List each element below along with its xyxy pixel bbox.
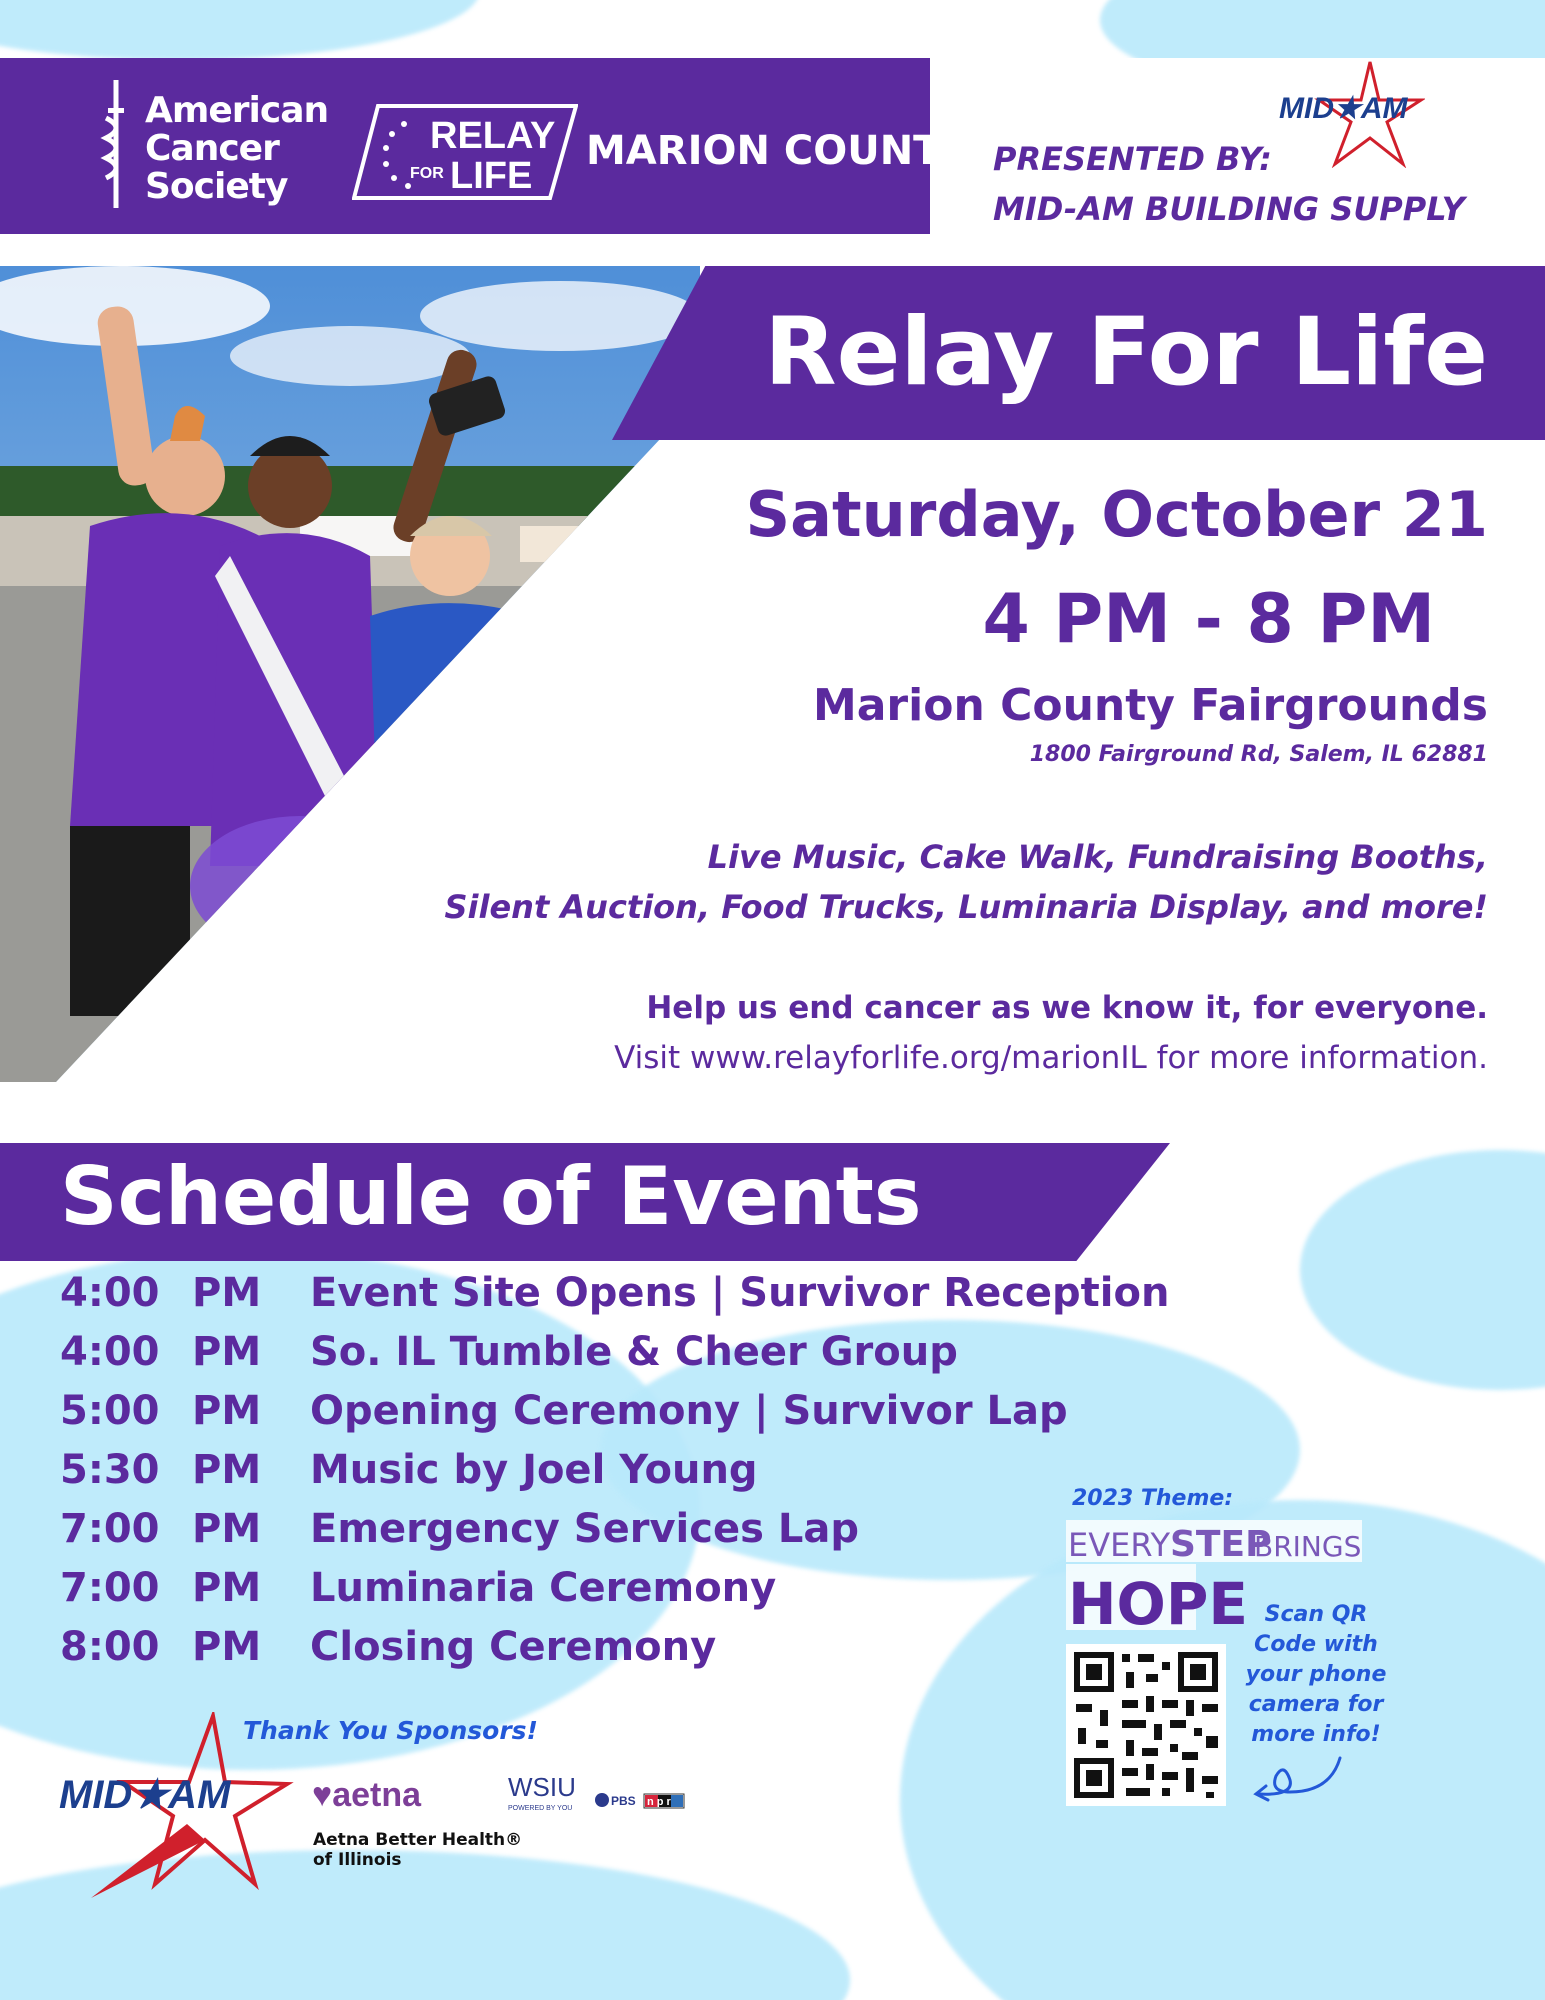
scan-qr-instructions: [1236, 1600, 1396, 1750]
acs-line-1: American: [145, 90, 329, 131]
schedule-event: Emergency Services Lap: [310, 1506, 859, 1552]
acs-wordmark: [145, 92, 328, 206]
activities-line-2: Silent Auction, Food Trucks, Luminaria Display, and more!: [444, 888, 1488, 926]
midam-sponsor-text: MID★AM: [59, 1773, 231, 1817]
relay-logo-line2: LIFE: [450, 155, 533, 197]
schedule-ampm: PM: [192, 1447, 262, 1493]
event-activities: [444, 832, 1488, 932]
event-venue: Marion County Fairgrounds: [812, 680, 1488, 731]
activities-line-1: Live Music, Cake Walk, Fundraising Booths,: [707, 838, 1488, 876]
scan-line-4: camera for: [1248, 1692, 1384, 1717]
sponsors-heading: Thank You Sponsors!: [243, 1716, 538, 1745]
schedule-event: Closing Ceremony: [310, 1624, 717, 1670]
schedule-event: Luminaria Ceremony: [310, 1565, 777, 1611]
aetna-logo: [312, 1774, 472, 1814]
schedule-event: So. IL Tumble & Cheer Group: [310, 1329, 958, 1375]
npr-text: npr: [647, 1796, 674, 1808]
event-date: Saturday, October 21: [745, 478, 1488, 551]
acs-line-3: Society: [145, 166, 288, 207]
midam-sponsor-logo: [55, 1712, 295, 1902]
wsiu-text: WSIU: [508, 1772, 576, 1802]
event-time: 4 PM - 8 PM: [982, 580, 1435, 659]
theme-step: STEP: [1170, 1524, 1272, 1565]
schedule-ampm: PM: [192, 1388, 262, 1434]
visit-link[interactable]: Visit www.relayforlife.org/marionIL for more information.: [614, 1040, 1488, 1076]
schedule-event: Opening Ceremony | Survivor Lap: [310, 1388, 1068, 1434]
relay-logo-for: FOR: [410, 165, 444, 182]
schedule-time: 5:00: [60, 1388, 160, 1434]
relay-logo-line1: RELAY: [430, 115, 556, 157]
aetna-caption-line-1: Aetna Better Health®: [313, 1830, 523, 1850]
relay-for-life-logo: [352, 104, 578, 200]
midam-logo: [1275, 60, 1425, 168]
schedule-ampm: PM: [192, 1270, 262, 1316]
tagline: Help us end cancer as we know it, for everyone.: [646, 990, 1488, 1026]
schedule-event: Music by Joel Young: [310, 1447, 758, 1493]
pbs-text: PBS: [611, 1794, 636, 1808]
pbs-icon: [595, 1793, 609, 1807]
schedule-ampm: PM: [192, 1624, 262, 1670]
presenter-name: MID-AM BUILDING SUPPLY: [993, 190, 1465, 228]
theme-label: 2023 Theme:: [1072, 1486, 1234, 1511]
schedule-time: 7:00: [60, 1565, 160, 1611]
schedule-time: 7:00: [60, 1506, 160, 1552]
wsiu-subtext: POWERED BY YOU: [508, 1805, 573, 1812]
acs-line-2: Cancer: [145, 128, 279, 169]
scan-line-2: Code with: [1254, 1632, 1378, 1657]
aetna-caption: [313, 1830, 522, 1870]
scan-line-1: Scan QR: [1264, 1602, 1368, 1627]
schedule-time: 4:00: [60, 1329, 160, 1375]
theme-every: EVERY: [1068, 1526, 1171, 1564]
scan-line-3: your phone: [1245, 1662, 1387, 1687]
schedule-title: Schedule of Events: [60, 1150, 922, 1243]
county-name: MARION COUNTY: [586, 128, 970, 174]
event-address: 1800 Fairground Rd, Salem, IL 62881: [1029, 742, 1488, 767]
schedule-ampm: PM: [192, 1565, 262, 1611]
scan-line-5: more info!: [1251, 1722, 1381, 1747]
wsiu-pbs-npr-logos: [508, 1772, 708, 1816]
theme-brings: BRINGS: [1254, 1530, 1362, 1563]
schedule-time: 5:30: [60, 1447, 160, 1493]
midam-logo-text: MID★AM: [1279, 92, 1408, 125]
schedule-time: 8:00: [60, 1624, 160, 1670]
theme-hope: HOPE: [1068, 1570, 1248, 1630]
qr-code[interactable]: [1066, 1644, 1226, 1806]
schedule-event: Event Site Opens | Survivor Reception: [310, 1270, 1170, 1316]
schedule-ampm: PM: [192, 1506, 262, 1552]
schedule-ampm: PM: [192, 1329, 262, 1375]
aetna-caption-line-2: of Illinois: [313, 1850, 402, 1870]
aetna-logo-text: ♥aetna: [312, 1776, 422, 1814]
event-title: Relay For Life: [764, 298, 1488, 407]
schedule-time: 4:00: [60, 1270, 160, 1316]
presented-by-label: PRESENTED BY:: [993, 140, 1272, 178]
curly-arrow-icon: [1250, 1752, 1346, 1802]
